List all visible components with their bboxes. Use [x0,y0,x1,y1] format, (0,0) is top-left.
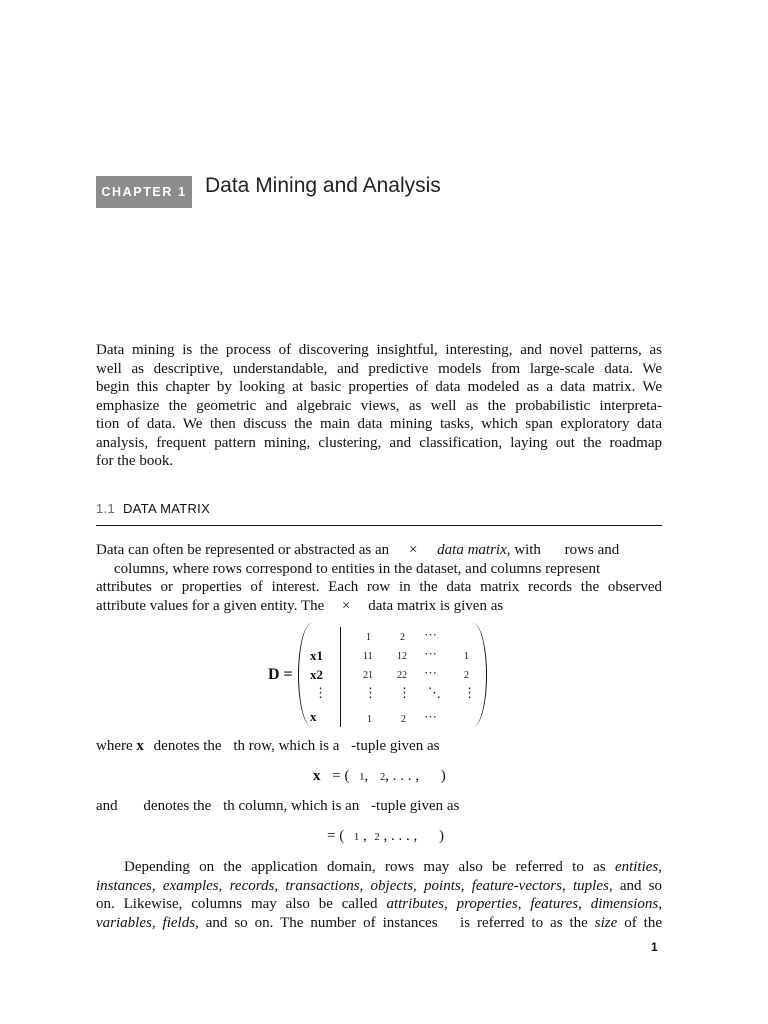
eq-subscript: 2 [379,772,386,783]
intro-line: well as descriptive, understandable, and predictive models from large-scale data. We [96,360,662,377]
row-vector-symbol: x [136,738,144,754]
matrix-header-cell: 2 [400,632,405,643]
data-matrix-paragraph [96,541,662,615]
p3-text: , [658,896,663,912]
page-number: 1 [651,940,658,954]
chapter-title: Data Mining and Analysis [205,174,441,197]
p2-text: attribute values for a given entity. The [96,597,325,614]
matrix-cell: 2 [464,670,469,681]
p3-text: , [151,877,163,894]
where-line [96,738,439,755]
p3-text: , [359,877,371,894]
p2-text: Data can often be represented or abstracted as an [96,542,390,558]
p2-line-2: columns, where rows correspond to entities in the dataset, and columns represent [114,560,601,577]
and-text: denotes the [143,798,212,814]
chapter-badge: CHAPTER 1 [96,176,192,208]
matrix-row-label: ⋮ [314,685,327,700]
eq-text: , [364,768,369,784]
and-text: and [96,798,118,814]
matrix-header-cell: 1 [366,632,371,643]
italic-term: properties [456,896,518,912]
matrix-cell: ··· [424,646,437,661]
matrix-cell: ⋮ [364,685,377,700]
p3-text: , [151,914,163,931]
where-text: where [96,738,133,754]
p3-text: , [578,896,591,912]
and-text: -tuple given as [371,798,460,814]
italic-term: attributes [386,896,444,912]
matrix-cell: 11 [363,651,373,662]
matrix-cell: ··· [424,665,437,680]
p2-line-4 [96,597,662,616]
p3-text: , and so on. The number of instances [195,914,438,931]
matrix-cell: ··· [424,709,437,724]
eq-text: ) [440,768,446,784]
section-heading [96,501,210,516]
matrix-row-label: x1 [310,648,323,663]
italic-term: points [424,877,461,894]
p3-text: , [561,877,573,894]
row-tuple-equation [313,768,446,785]
eq-text: , [362,828,367,844]
eq-subscript: 2 [374,832,380,843]
p2-text: , with [506,542,541,558]
terminology-paragraph [96,858,662,932]
eq-subscript: 1 [353,832,360,843]
p3-text: , [274,877,286,894]
eq-text: = ( [327,828,345,844]
p2-line-3: attributes or properties of interest. Each row in the data matrix records the observed [96,579,662,595]
p3-line-4 [96,914,662,933]
matrix-cell: ⋮ [463,685,476,700]
section-number: 1.1 [96,501,115,516]
matrix-header-cell: ··· [424,627,437,642]
term-data-matrix: data matrix [437,542,507,558]
eq-text: , . . . , [383,828,418,844]
p3-text: , [443,896,457,912]
p3-text: of the [617,914,662,931]
and-text: th column, which is an [223,798,360,814]
matrix-cell: ⋮ [398,685,411,700]
matrix-cell: 2 [401,714,406,725]
italic-term: size [594,914,618,931]
eq-text: = ( [332,768,350,784]
eq-symbol: x [313,768,321,784]
p3-text: , [517,896,531,912]
and-line [96,798,459,815]
p2-text: data matrix is given as [368,597,504,614]
eq-subscript: 1 [359,772,365,783]
p3-text: is referred to as the [437,914,595,931]
section-title: DATA MATRIX [122,501,211,516]
p3-text: , [460,877,472,894]
eq-text: ) [438,828,444,844]
italic-term: variables [96,914,152,931]
p3-text: , [218,877,230,894]
matrix-cell: 12 [397,651,407,662]
matrix-cell: 1 [367,714,372,725]
p2-line-1 [96,541,662,560]
where-text: th row, which is a [233,738,340,754]
where-text: denotes the [153,738,222,754]
intro-line: begin this chapter by looking at basic properties of data modeled as a data matrix. We [96,379,662,395]
italic-term: tuples [572,877,609,894]
term-entities: entities [614,859,659,875]
p3-text: , [413,877,425,894]
matrix-cell: 21 [363,670,373,681]
p3-line-2 [96,877,662,896]
matrix-divider [340,627,341,727]
column-tuple-equation [327,828,444,845]
where-text: -tuple given as [351,738,440,754]
eq-text: , . . . , [385,768,419,784]
italic-term: fields [162,914,196,931]
intro-line: emphasize the geometric and algebraic views, as well as the probabilistic interpreta- [96,397,662,414]
matrix-row-label: x2 [310,667,323,682]
italic-term: feature-vectors [471,877,562,894]
p3-text: , [658,859,663,875]
italic-term: dimensions [590,896,659,912]
matrix-right-bracket [470,623,487,727]
times-symbol: × [342,597,351,614]
intro-line: for the book. [96,453,174,469]
matrix-row-label: x [310,709,317,724]
matrix-label: D = [268,666,293,683]
italic-term: transactions [285,877,360,894]
intro-paragraph [96,341,662,471]
p3-text: Depending on the application domain, rows may also be referred to as [124,859,606,875]
intro-line: Data mining is the process of discovering insightful, interesting, and novel patterns, as [96,342,662,358]
italic-term: instances [96,877,152,894]
matrix-cell: ⋱ [428,685,441,700]
p3-line-1 [96,858,662,877]
p3-line-3 [96,895,662,914]
italic-term: examples [162,877,219,894]
matrix-cell: 22 [397,670,407,681]
p3-text: , and so [608,877,663,894]
italic-term: features [530,896,579,912]
intro-line: tion of data. We then discuss the main data mining tasks, which span exploratory data [96,416,662,432]
italic-term: objects [370,877,414,894]
italic-term: records [229,877,275,894]
p2-text: rows and [564,542,620,558]
times-symbol: × [408,542,418,558]
section-rule [96,525,662,526]
p3-text: on. Likewise, columns may also be called [96,896,387,912]
matrix-cell: 1 [464,651,469,662]
intro-line: analysis, frequent pattern mining, clustering, and classification, laying out the roadmap [96,434,662,451]
